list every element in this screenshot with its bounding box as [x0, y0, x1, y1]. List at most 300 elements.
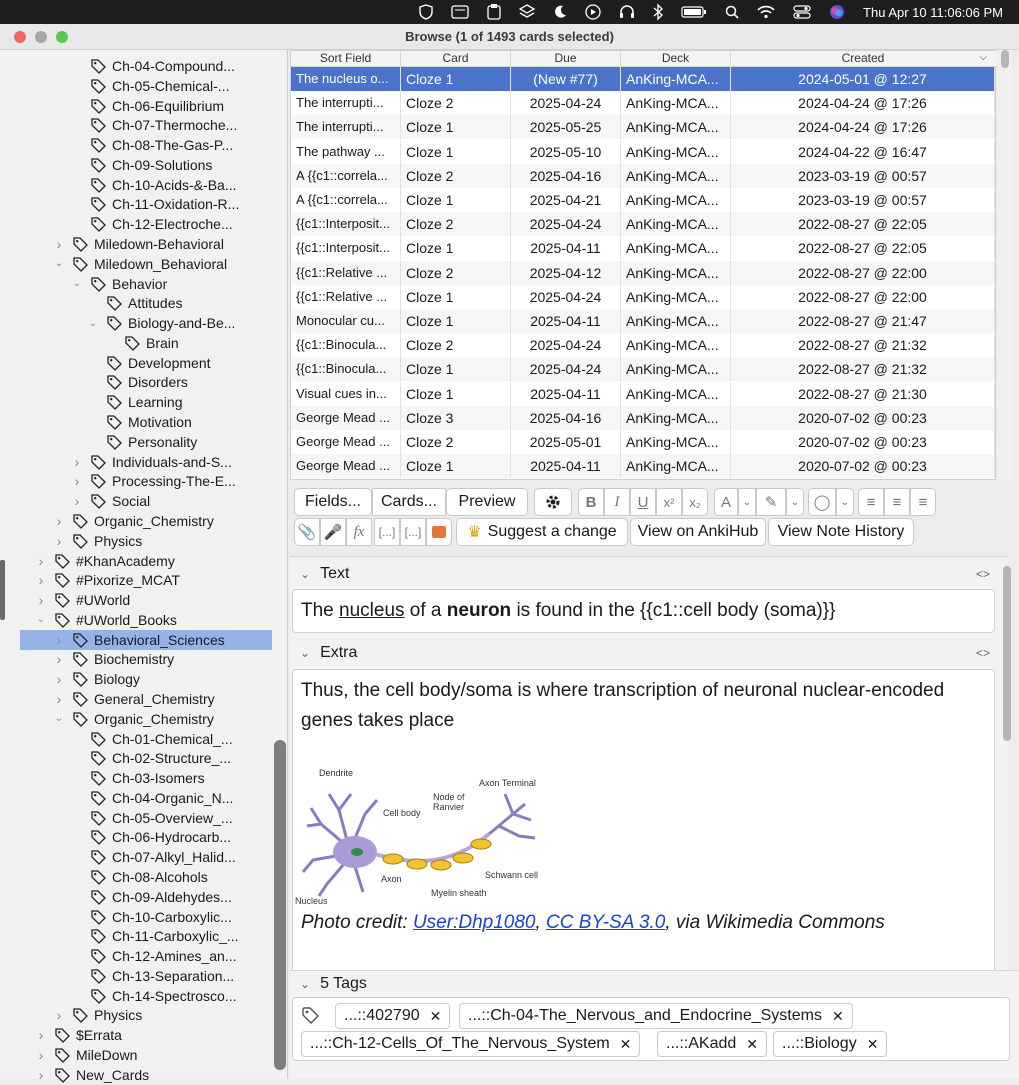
credit-suffix: , via Wikimedia Commons [665, 912, 885, 933]
chevron-right-icon[interactable]: › [56, 671, 62, 688]
tag-icon [124, 335, 140, 351]
tag-icon [72, 1007, 88, 1023]
table-row[interactable] [291, 188, 995, 212]
sidebar-tag-item[interactable] [20, 986, 272, 1006]
microphone-icon[interactable]: 🎤 [320, 518, 346, 546]
cards-button[interactable]: Cards... [372, 488, 446, 516]
chevron-right-icon[interactable]: › [56, 631, 62, 648]
chevron-right-icon[interactable]: › [38, 572, 44, 589]
extra-field-name: Extra [320, 644, 358, 661]
column-header-sort-field[interactable]: Sort Field [291, 51, 401, 67]
sidebar-tag-item[interactable] [20, 372, 272, 392]
sidebar-tag-label: Biochemistry [94, 651, 175, 668]
html-toggle-icon[interactable]: <> [975, 646, 990, 660]
suggest-change-button[interactable] [456, 518, 628, 546]
text-field-cloze: is found in the {{c1::cell body (soma)}} [511, 600, 836, 621]
created-cell: 2020-07-02 @ 00:23 [731, 454, 995, 478]
sidebar-tag-item[interactable] [20, 808, 272, 828]
sidebar-tag-item[interactable] [20, 135, 272, 155]
sidebar-tag-item[interactable] [20, 115, 272, 135]
tag-icon [90, 276, 106, 292]
superscript-icon[interactable]: x² [656, 488, 682, 516]
label-ranvier: Ranvier [433, 802, 465, 812]
splitter-handle[interactable] [0, 560, 5, 620]
shield-icon[interactable] [419, 0, 433, 24]
highlighter-icon[interactable]: ✎ [756, 488, 786, 516]
sidebar-tag-label: Ch-01-Chemical_... [112, 730, 233, 747]
sidebar-tag-item[interactable] [20, 254, 272, 274]
deck-cell: AnKing-MCA... [621, 212, 731, 236]
chevron-down-icon[interactable]: ⌄ [36, 614, 46, 626]
tag-icon [90, 928, 106, 944]
credit-user-link[interactable]: User:Dhp1080 [412, 912, 536, 933]
tag-icon [90, 473, 106, 489]
table-row[interactable] [291, 382, 995, 406]
zoom-window-button[interactable] [56, 31, 68, 43]
tag-icon [90, 770, 106, 786]
tag-icon [90, 790, 106, 806]
sidebar-tag-item[interactable] [20, 768, 272, 788]
collapse-chevron-icon[interactable]: ⌄ [300, 977, 311, 991]
card-cell: Cloze 1 [401, 454, 511, 478]
sidebar-tag-item[interactable] [20, 649, 272, 669]
sidebar-tag-item[interactable] [20, 946, 272, 966]
column-header-created[interactable] [731, 51, 995, 67]
sort-field-cell: George Mead ... [291, 430, 401, 454]
sidebar-tag-label: #Pixorize_MCAT [76, 572, 180, 589]
collapse-chevron-icon[interactable]: ⌄ [300, 646, 311, 660]
tag-icon [90, 988, 106, 1004]
sidebar-tag-item[interactable] [20, 729, 272, 749]
highlight-dropdown-icon[interactable]: ⌄ [786, 488, 804, 516]
control-center-icon[interactable] [793, 0, 811, 24]
sidebar-tag-item[interactable] [20, 551, 272, 571]
sort-field-cell: A {{c1::correla... [291, 188, 401, 212]
eraser-icon[interactable]: ◯ [808, 488, 836, 516]
deck-cell: AnKing-MCA... [621, 406, 731, 430]
extra-field-editor[interactable] [292, 669, 995, 979]
created-cell: 2022-08-27 @ 22:00 [731, 261, 995, 285]
tag-icon [90, 137, 106, 153]
sidebar-tag-item[interactable] [20, 432, 272, 452]
sidebar-tag-item[interactable] [20, 96, 272, 116]
label-nucleus: Nucleus [295, 896, 328, 906]
card-cell: Cloze 1 [401, 140, 511, 164]
card-cell: Cloze 1 [401, 382, 511, 406]
tags-header[interactable] [290, 971, 367, 997]
chevron-right-icon[interactable]: › [38, 1027, 44, 1044]
card-table [290, 50, 996, 480]
sidebar-tag-label: Social [112, 493, 151, 510]
column-header-created-label: Created [841, 51, 885, 65]
created-cell: 2022-08-27 @ 21:32 [731, 357, 995, 381]
created-cell: 2024-04-24 @ 17:26 [731, 91, 995, 115]
sidebar-tag-label: Attitudes [128, 295, 183, 312]
align-icon[interactable]: ≡ [910, 488, 936, 516]
table-row[interactable] [291, 430, 995, 454]
deck-cell: AnKing-MCA... [621, 115, 731, 139]
sidebar-tag-item[interactable] [20, 452, 272, 472]
chevron-down-icon[interactable]: ⌄ [54, 713, 64, 725]
sort-field-cell: {{c1::Interposit... [291, 212, 401, 236]
table-row[interactable] [291, 67, 995, 91]
sidebar-tag-label: Biology [94, 671, 140, 688]
table-row[interactable] [291, 140, 995, 164]
deck-cell: AnKing-MCA... [621, 91, 731, 115]
due-cell: 2025-04-24 [511, 357, 621, 381]
sidebar-tag-item[interactable] [20, 610, 272, 630]
text-field-bold: neuron [446, 600, 512, 621]
close-icon[interactable]: ✕ [866, 1035, 879, 1052]
macos-menubar [0, 0, 1019, 24]
cloze-icon[interactable]: [...] [374, 518, 400, 546]
due-cell: 2025-04-11 [511, 382, 621, 406]
sidebar-tag-item[interactable] [20, 274, 272, 294]
table-row[interactable] [291, 236, 995, 260]
due-cell: 2025-04-21 [511, 188, 621, 212]
deck-cell: AnKing-MCA... [621, 164, 731, 188]
tag-chip-label: ...::Ch-12-Cells_Of_The_Nervous_System [310, 1035, 610, 1052]
extra-field-text: Thus, the cell body/soma is where transcription of neuronal nuclear-encoded genes takes place [301, 680, 945, 731]
tag-icon [72, 632, 88, 648]
eraser-dropdown-icon[interactable]: ⌄ [836, 488, 854, 516]
chevron-right-icon[interactable]: › [38, 1066, 44, 1083]
tag-chip[interactable] [657, 1031, 767, 1057]
credit-separator: , [535, 912, 547, 933]
label-axon-terminal: Axon Terminal [479, 778, 536, 788]
layers-icon[interactable] [519, 0, 535, 24]
sidebar-tag-item[interactable] [20, 333, 272, 353]
deck-cell: AnKing-MCA... [621, 454, 731, 478]
due-cell: (New #77) [511, 67, 621, 91]
sidebar-tag-label: Ch-02-Structure_... [112, 750, 232, 767]
sidebar-tag-label: $Errata [76, 1027, 122, 1044]
sidebar-tag-label: Motivation [128, 414, 192, 431]
editor-scrollbar[interactable] [1000, 556, 1014, 970]
sidebar-tag-item[interactable] [20, 412, 272, 432]
chevron-right-icon[interactable]: › [56, 532, 62, 549]
html-toggle-icon[interactable]: <> [975, 567, 990, 581]
tag-icon [54, 612, 70, 628]
table-row[interactable] [291, 333, 995, 357]
chevron-right-icon[interactable]: › [56, 651, 62, 668]
sidebar-tag-item[interactable] [20, 313, 272, 333]
tag-icon [106, 355, 122, 371]
label-axon: Axon [381, 874, 402, 884]
bluetooth-icon[interactable] [653, 0, 663, 24]
sidebar-tag-item[interactable] [20, 788, 272, 808]
close-icon[interactable]: ✕ [831, 1007, 844, 1024]
tag-chip[interactable] [301, 1031, 640, 1057]
tag-icon [106, 394, 122, 410]
subscript-icon[interactable]: x₂ [682, 488, 708, 516]
sidebar-tag-item[interactable] [20, 353, 272, 373]
card-cell: Cloze 1 [401, 188, 511, 212]
sidebar-tag-item[interactable] [20, 1025, 272, 1045]
tag-icon [72, 671, 88, 687]
gear-icon[interactable] [534, 488, 572, 516]
headphones-icon[interactable] [619, 0, 635, 24]
due-cell: 2025-04-24 [511, 285, 621, 309]
column-header-card[interactable]: Card [401, 51, 511, 67]
sidebar-tag-item[interactable] [20, 748, 272, 768]
created-cell: 2022-08-27 @ 21:30 [731, 382, 995, 406]
created-cell: 2024-05-01 @ 12:27 [731, 67, 995, 91]
sidebar-tag-item[interactable] [20, 907, 272, 927]
display-icon[interactable] [451, 0, 469, 24]
created-cell: 2022-08-27 @ 22:00 [731, 285, 995, 309]
preview-button[interactable]: Preview [446, 488, 528, 516]
play-icon[interactable] [585, 0, 601, 24]
table-row[interactable] [291, 164, 995, 188]
editor-scroll-thumb[interactable] [1003, 566, 1011, 741]
text-field-editor[interactable] [292, 589, 995, 633]
table-row[interactable] [291, 91, 995, 115]
sidebar-tag-label: Ch-08-Alcohols [112, 868, 208, 885]
sidebar-tag-label: #UWorld [76, 592, 131, 609]
chevron-down-icon[interactable]: ⌄ [72, 278, 82, 290]
moon-icon[interactable] [553, 0, 567, 24]
chevron-right-icon[interactable]: › [56, 1007, 62, 1024]
sidebar-tag-item[interactable] [20, 511, 272, 531]
due-cell: 2025-04-24 [511, 91, 621, 115]
tag-chip-label: ...::Biology [782, 1035, 857, 1052]
function-icon[interactable]: fx [346, 518, 372, 546]
chevron-right-icon[interactable]: › [56, 236, 62, 253]
sidebar-tag-item[interactable] [20, 234, 272, 254]
card-cell: Cloze 2 [401, 261, 511, 285]
tag-chip-label: ...::Ch-04-The_Nervous_and_Endocrine_Systems [468, 1007, 822, 1024]
chevron-right-icon[interactable]: › [56, 512, 62, 529]
tag-chip-label: ...::402790 [344, 1007, 420, 1024]
sort-field-cell: Monocular cu... [291, 309, 401, 333]
wifi-icon[interactable] [757, 0, 775, 24]
sidebar-tag-item[interactable] [20, 76, 272, 96]
card-cell: Cloze 2 [401, 430, 511, 454]
sidebar-tag-item[interactable] [20, 1045, 272, 1065]
due-cell: 2025-04-16 [511, 406, 621, 430]
deck-cell: AnKing-MCA... [621, 140, 731, 164]
created-cell: 2020-07-02 @ 00:23 [731, 406, 995, 430]
sidebar-tag-label: Ch-05-Overview_... [112, 809, 233, 826]
sidebar-tag-label: MileDown [76, 1047, 138, 1063]
sidebar-tag-label: Ch-11-Carboxylic_... [112, 928, 239, 945]
chevron-right-icon[interactable]: › [38, 1047, 44, 1063]
sidebar-tag-item[interactable] [20, 293, 272, 313]
sidebar-tag-label: Ch-08-The-Gas-P... [112, 137, 234, 154]
card-cell: Cloze 1 [401, 309, 511, 333]
sort-field-cell: The nucleus o... [291, 67, 401, 91]
tag-input-box[interactable] [292, 997, 1010, 1061]
table-row[interactable] [291, 212, 995, 236]
sidebar-tag-item[interactable] [20, 531, 272, 551]
sidebar-tag-item[interactable] [20, 827, 272, 847]
table-row[interactable] [291, 309, 995, 333]
chevron-right-icon[interactable]: › [74, 453, 80, 470]
tag-icon [90, 58, 106, 74]
sidebar-tag-tree [0, 50, 288, 1083]
suggest-change-label: Suggest a change [487, 523, 617, 540]
tag-icon [72, 651, 88, 667]
column-header-due[interactable]: Due [511, 51, 621, 67]
table-row[interactable] [291, 115, 995, 139]
label-dendrite: Dendrite [319, 768, 354, 778]
column-header-deck[interactable]: Deck [621, 51, 731, 67]
deck-cell: AnKing-MCA... [621, 236, 731, 260]
text-field-name: Text [320, 565, 350, 582]
chevron-right-icon[interactable]: › [38, 552, 44, 569]
sidebar-tag-label: Physics [94, 1007, 143, 1024]
sidebar-tag-label: Processing-The-E... [112, 473, 236, 490]
siri-icon[interactable] [829, 0, 845, 24]
nucleus-shape [351, 848, 363, 856]
sidebar-scrollbar[interactable] [274, 740, 286, 1070]
sidebar-tag-label: Ch-11-Oxidation-R... [112, 196, 240, 213]
sidebar-tag-label: Miledown_Behavioral [94, 255, 228, 272]
italic-icon[interactable]: I [604, 488, 630, 516]
underline-icon[interactable]: U [630, 488, 656, 516]
cloze-same-icon[interactable]: [...] [400, 518, 426, 546]
sidebar-tag-item[interactable] [20, 214, 272, 234]
tag-chip[interactable] [335, 1003, 450, 1029]
sidebar-tag-item[interactable] [20, 966, 272, 986]
sidebar-tag-item[interactable] [20, 709, 272, 729]
view-on-ankihub-button[interactable]: View on AnkiHub [630, 518, 766, 546]
battery-icon[interactable] [681, 0, 707, 24]
deck-cell: AnKing-MCA... [621, 261, 731, 285]
fields-button[interactable]: Fields... [294, 488, 372, 516]
extra-field-header[interactable] [290, 641, 990, 665]
card-cell: Cloze 1 [401, 236, 511, 260]
label-schwann-cell: Schwann cell [485, 870, 539, 880]
chevron-right-icon[interactable]: › [56, 690, 62, 707]
close-icon[interactable]: ✕ [619, 1035, 632, 1052]
chevron-right-icon[interactable]: › [74, 493, 80, 510]
numbered-list-icon[interactable]: ≡ [884, 488, 910, 516]
sidebar-tag-item[interactable] [20, 630, 272, 650]
sidebar-tag-label: Miledown-Behavioral [94, 236, 224, 253]
text-field-header[interactable] [290, 562, 990, 586]
chevron-right-icon[interactable]: › [74, 473, 80, 490]
text-color-dropdown-icon[interactable]: ⌄ [738, 488, 756, 516]
table-row[interactable] [291, 406, 995, 430]
close-window-button[interactable] [14, 31, 26, 43]
tags-count-label: 5 Tags [320, 975, 367, 992]
sidebar-tag-item[interactable] [20, 194, 272, 214]
tag-icon [90, 196, 106, 212]
table-scrollbar[interactable] [998, 50, 1012, 480]
sidebar-tag-label: Ch-06-Hydrocarb... [112, 829, 232, 846]
created-cell: 2022-08-27 @ 22:05 [731, 236, 995, 260]
chevron-right-icon[interactable]: › [38, 592, 44, 609]
table-row[interactable] [291, 357, 995, 381]
created-cell: 2022-08-27 @ 22:05 [731, 212, 995, 236]
sidebar-tag-item[interactable] [20, 570, 272, 590]
window-titlebar [0, 24, 1019, 50]
credit-license-link[interactable]: CC BY-SA 3.0 [546, 912, 666, 933]
close-icon[interactable]: ✕ [746, 1035, 758, 1052]
table-row[interactable] [291, 285, 995, 309]
sidebar-tag-label: Organic_Chemistry [94, 512, 214, 529]
sidebar-tag-item[interactable] [20, 1065, 272, 1085]
card-cell: Cloze 2 [401, 333, 511, 357]
sidebar-tag-item[interactable] [20, 867, 272, 887]
tag-chip[interactable] [773, 1031, 887, 1057]
sidebar-tag-label: Ch-09-Solutions [112, 156, 213, 173]
image-occlusion-icon[interactable] [426, 518, 452, 546]
deck-cell: AnKing-MCA... [621, 430, 731, 454]
sidebar-tag-item[interactable] [20, 689, 272, 709]
menubar-clock[interactable]: Thu Apr 10 11:06:06 PM [863, 4, 1003, 20]
sidebar-tag-label: Individuals-and-S... [112, 453, 232, 470]
label-myelin-sheath: Myelin sheath [431, 888, 487, 898]
clipboard-icon[interactable] [487, 0, 501, 24]
table-scroll-thumb[interactable] [1001, 50, 1009, 68]
tag-icon [54, 1067, 70, 1083]
sidebar-tag-item[interactable] [20, 590, 272, 610]
bullet-list-icon[interactable]: ≡ [858, 488, 884, 516]
created-cell: 2023-03-19 @ 00:57 [731, 188, 995, 212]
tag-icon [106, 295, 122, 311]
tag-icon [90, 98, 106, 114]
sidebar-tag-item[interactable] [20, 471, 272, 491]
sidebar-tag-item[interactable] [20, 56, 272, 76]
sidebar-tag-item[interactable] [20, 491, 272, 511]
minimize-window-button[interactable] [35, 31, 47, 43]
chevron-down-icon[interactable]: ⌄ [88, 317, 98, 329]
deck-cell: AnKing-MCA... [621, 382, 731, 406]
bold-icon[interactable]: B [578, 488, 604, 516]
card-cell: Cloze 1 [401, 67, 511, 91]
sidebar-tag-item[interactable] [20, 155, 272, 175]
tag-chip[interactable] [459, 1003, 853, 1029]
credit-prefix: Photo credit: [301, 912, 413, 933]
tag-chip-label: ...::AKadd [666, 1035, 737, 1052]
table-row[interactable] [291, 454, 995, 478]
attachment-icon[interactable]: 📎 [294, 518, 320, 546]
table-row[interactable] [291, 261, 995, 285]
chevron-down-icon[interactable]: ⌄ [54, 258, 64, 270]
tag-icon [106, 374, 122, 390]
sidebar-tag-label: New_Cards [76, 1066, 150, 1083]
deck-cell: AnKing-MCA... [621, 188, 731, 212]
sidebar-tag-item[interactable] [20, 926, 272, 946]
sidebar-tag-label: Ch-10-Acids-&-Ba... [112, 176, 237, 193]
sidebar-tag-label: Ch-12-Amines_an... [112, 948, 237, 965]
sidebar-tag-item[interactable] [20, 392, 272, 412]
due-cell: 2025-04-16 [511, 164, 621, 188]
tag-icon [72, 691, 88, 707]
sidebar-tag-item[interactable] [20, 669, 272, 689]
sidebar-tag-item[interactable] [20, 175, 272, 195]
myelin-sheath-shape [383, 839, 491, 870]
sidebar-tag-item[interactable] [20, 847, 272, 867]
sidebar-tag-item[interactable] [20, 1005, 272, 1025]
collapse-chevron-icon[interactable]: ⌄ [300, 567, 311, 581]
sidebar-tag-label: Ch-14-Spectrosco... [112, 987, 237, 1004]
tag-icon [72, 711, 88, 727]
text-color-icon[interactable]: A [714, 488, 738, 516]
sidebar-tag-label: Behavioral_Sciences [94, 631, 225, 648]
search-icon[interactable] [725, 0, 739, 24]
sort-field-cell: The pathway ... [291, 140, 401, 164]
sidebar-tag-item[interactable] [20, 887, 272, 907]
tag-icon [72, 513, 88, 529]
tag-icon [90, 216, 106, 232]
close-icon[interactable]: ✕ [429, 1007, 442, 1024]
view-note-history-button[interactable]: View Note History [768, 518, 914, 546]
sidebar-tag-label: Behavior [112, 275, 168, 292]
